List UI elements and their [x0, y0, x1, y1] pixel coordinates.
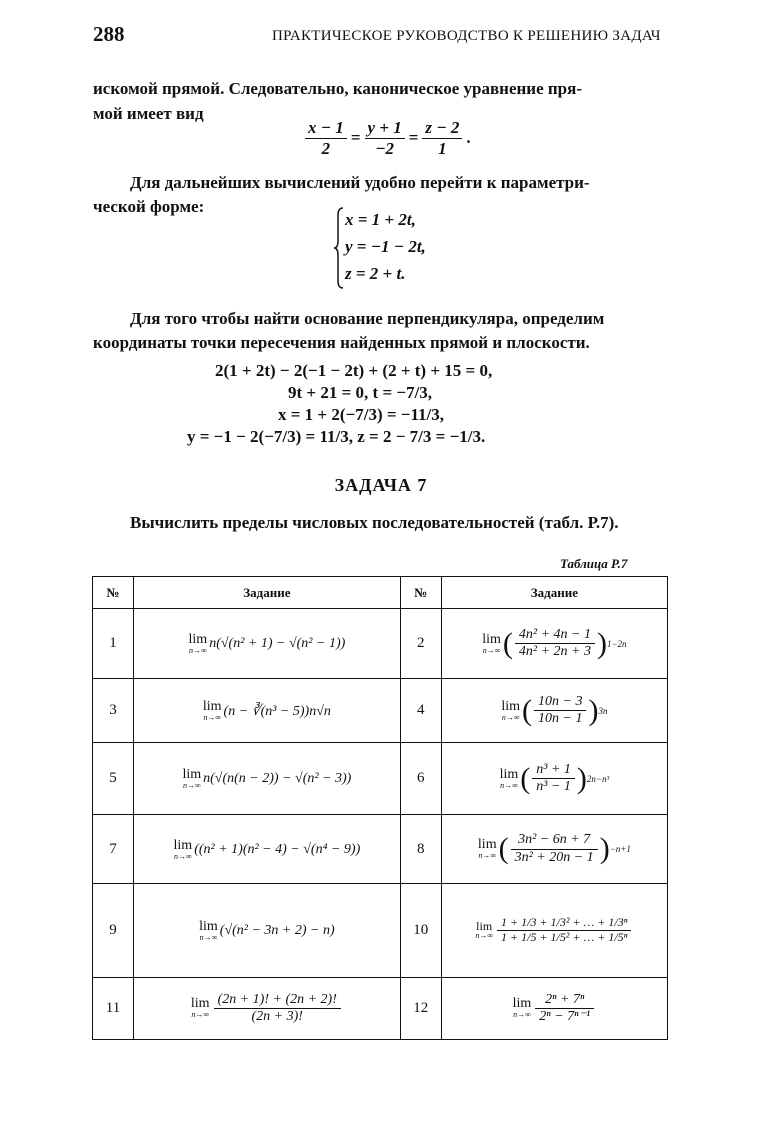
solution-line: y = −1 − 2(−7/3) = 11/3, z = 2 − 7/3 = −1/3. [187, 427, 486, 446]
task-number: 6 [400, 743, 441, 815]
fraction: $\frac{y + 1}{-2}$ [365, 118, 405, 158]
task-title: ЗАДАЧА 7 [334, 475, 428, 495]
running-title: ПРАКТИЧЕСКОЕ РУКОВОДСТВО К РЕШЕНИЮ ЗАДАЧ [272, 28, 661, 44]
table-caption: Таблица Р.7 [560, 556, 628, 571]
task-expression: lim n→∞ n(√(n(n − 2)) − √(n² − 3)) [134, 743, 401, 815]
task-number: 3 [93, 679, 134, 743]
task-number: 1 [93, 609, 134, 679]
solution-line: 2(1 + 2t) − 2(−1 − 2t) + (2 + t) + 15 = 0, [215, 361, 493, 380]
table-row [93, 977, 668, 1039]
task-expression: lim n→∞ ( $\frac{\text{3n² − 6n + 7}}{\text{3n² + 20n − 1}}$ ) −n+1 [441, 815, 667, 883]
task-expression: lim n→∞ ( $\frac{10n - 3}{10n - 1}$ ) 3n [441, 679, 667, 743]
table-row [93, 815, 668, 883]
task-number: 2 [400, 609, 441, 679]
page-number: 288 [93, 22, 125, 46]
column-header-task: Задание [134, 577, 401, 609]
task-expression: lim n→∞ ((n² + 1)(n² − 4) − √(n⁴ − 9)) [134, 815, 401, 883]
task-expression: lim n→∞ $\frac{\text{1 + 1/3 + 1/3² + … + 1/3ⁿ}}{\text{1 + 1/5 + 1/5² + … + 1/5ⁿ}}$ [441, 883, 667, 977]
task-number: 4 [400, 679, 441, 743]
paragraph-line: мой имеет вид [93, 104, 204, 123]
task-number: 11 [93, 977, 134, 1039]
column-header-task: Задание [441, 577, 667, 609]
table-row [93, 883, 668, 977]
task-number: 9 [93, 883, 134, 977]
table-row [93, 679, 668, 743]
task-number: 7 [93, 815, 134, 883]
solution-line: x = 1 + 2(−7/3) = −11/3, [278, 405, 445, 424]
task-statement: Вычислить пределы числовых последовательностей (табл. Р.7). [130, 513, 619, 532]
task-number: 5 [93, 743, 134, 815]
tasks-table [92, 576, 668, 1040]
paragraph-line: координаты точки пересечения найденных прямой и плоскости. [93, 333, 590, 352]
fraction: $\frac{x - 1}{2}$ [305, 118, 347, 158]
system-brace [334, 207, 344, 289]
solution-line: 9t + 21 = 0, t = −7/3, [288, 383, 433, 402]
table-header-row [93, 577, 668, 609]
task-expression: lim n→∞ n(√(n² + 1) − √(n² − 1)) [134, 609, 401, 679]
task-expression: lim n→∞ $\frac{\text{2ⁿ + 7ⁿ}}{\text{2ⁿ − 7ⁿ⁻¹}}$ [441, 977, 667, 1039]
paragraph-line: Для того чтобы найти основание перпендикуляра, определим [130, 309, 605, 328]
task-number: 12 [400, 977, 441, 1039]
paragraph-line: искомой прямой. Следовательно, каноническое уравнение пря- [93, 79, 582, 98]
table-row [93, 743, 668, 815]
system-equation-z: z = 2 + t. [345, 264, 406, 283]
paragraph-line: Для дальнейших вычислений удобно перейти к параметри- [130, 173, 590, 192]
task-number: 10 [400, 883, 441, 977]
task-expression: lim n→∞ $\frac{(2n + 1)! + (2n + 2)!}{(2n + 3)!}$ [134, 977, 401, 1039]
paragraph-line: ческой форме: [93, 197, 205, 216]
task-expression: lim n→∞ ( $\frac{\text{n³ + 1}}{\text{n³ − 1}}$ ) 2n−n³ [441, 743, 667, 815]
task-expression: lim n→∞ (n − ∛(n³ − 5))n√n [134, 679, 401, 743]
task-expression: lim n→∞ ( $\frac{\text{4n² + 4n − 1}}{\text{4n² + 2n + 3}}$ ) 1−2n [441, 609, 667, 679]
table-row [93, 609, 668, 679]
task-expression: lim n→∞ (√(n² − 3n + 2) − n) [134, 883, 401, 977]
system-equation-y: y = −1 − 2t, [345, 237, 426, 256]
task-number: 8 [400, 815, 441, 883]
column-header-number: № [93, 577, 134, 609]
column-header-number: № [400, 577, 441, 609]
canonical-equation: $\frac{x - 1}{2}$ = $\frac{y + 1}{-2}$ = $\frac{z - 2}{1}$ . [303, 118, 473, 158]
system-equation-x: x = 1 + 2t, [345, 210, 416, 229]
fraction: $\frac{z - 2}{1}$ [422, 118, 462, 158]
